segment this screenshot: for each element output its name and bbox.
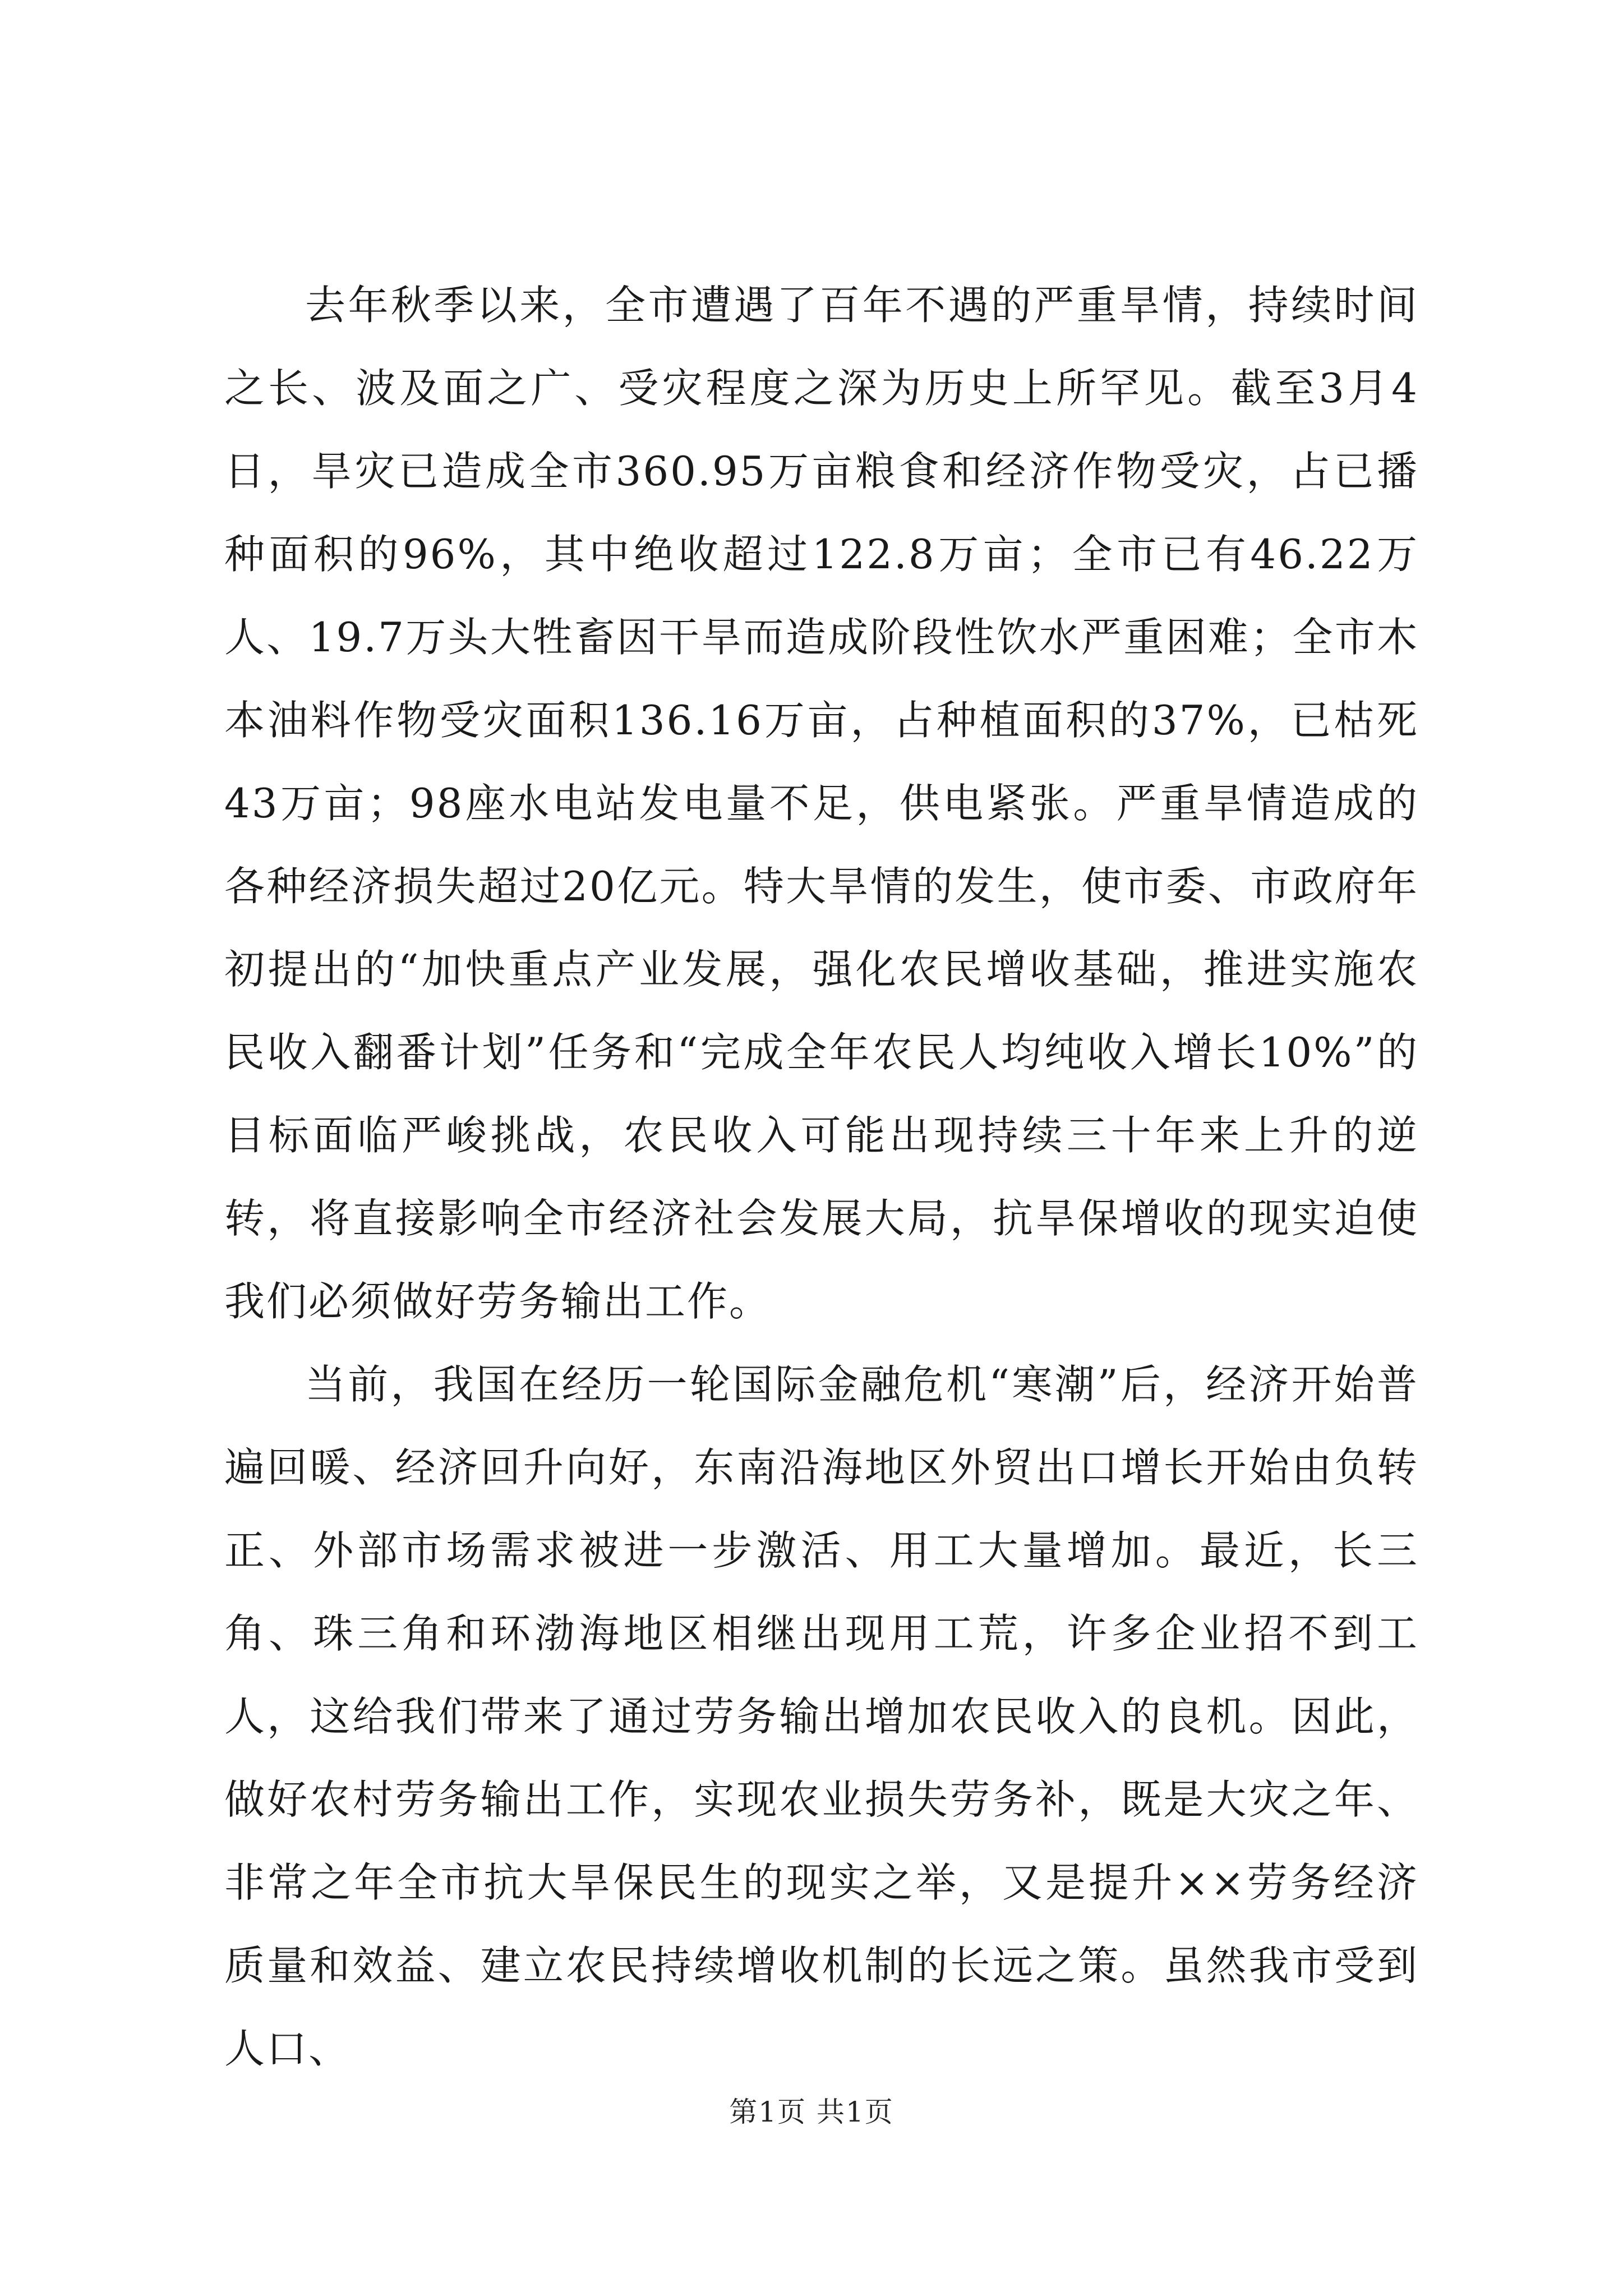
paragraph-labor-export-opportunity: 当前，我国在经历一轮国际金融危机“寒潮”后，经济开始普遍回暖、经济回升向好，东南沿海地区外贸出口增长开始由负转正、外部市场需求被进一步激活、用工大量增加。最近，长三角、珠三角和环渤海地区相继出现用工荒，许多企业招不到工人，这给我们带来了通过劳务输出增加农民收入的良机。因此，做好农村劳务输出工作，实现农业损失劳务补，既是大灾之年、非常之年全市抗大旱保民生的现实之举，又是提升××劳务经济质量和效益、建立农民持续增收机制的长远之策。虽然我市受到人口、 [224,1361,1419,2072]
paragraph-drought-situation: 去年秋季以来，全市遭遇了百年不遇的严重旱情，持续时间之长、波及面之广、受灾程度之深为历史上所罕见。截至3月4日，旱灾已造成全市360.95万亩粮食和经济作物受灾，占已播种面积的96%，其中绝收超过122.8万亩；全市已有46.22万人、19.7万头大牲畜因干旱而造成阶段性饮水严重困难；全市木本油料作物受灾面积136.16万亩，占种植面积的37%，已枯死43万亩；98座水电站发电量不足，供电紧张。严重旱情造成的各种经济损失超过20亿元。特大旱情的发生，使市委、市政府年初提出的“加快重点产业发展，强化农民增收基础，推进实施农民收入翻番计划”任务和“完成全年农民人均纯收入增长10%”的目标面临严峻挑战，农民收入可能出现持续三十年来上升的逆转，将直接影响全市经济社会发展大局，抗旱保增收的现实迫使我们必须做好劳务输出工作。 [224,282,1419,1325]
document-body [224,264,1419,2090]
page-footer: 第1页 共1页 [729,2096,894,2128]
